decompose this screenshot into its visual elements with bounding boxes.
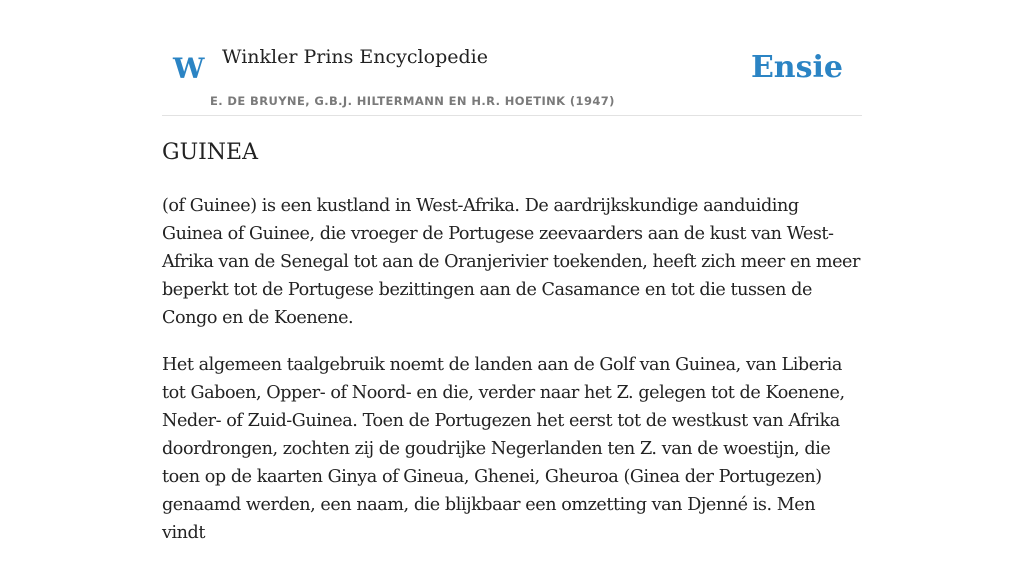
brand-logo[interactable]: Ensie — [750, 50, 843, 85]
publication-authors: E. DE BRUYNE, G.B.J. HILTERMANN EN H.R. HOETINK (1947) — [210, 94, 615, 108]
article-title: GUINEA — [162, 140, 259, 165]
publication-logo[interactable]: W — [173, 52, 205, 85]
article-paragraph: Het algemeen taalgebruik noemt de landen aan de Golf van Guinea, van Liberia tot Gaboen, Opper- of Noord- en die, verder naar het Z. gelegen tot de Koenene, Neder- of Zuid-Guinea. Toen de Portugezen het eerst tot de westkust van Afrika doordrongen, zochten zij de goudrijke Negerlanden ten Z. van de woestijn, die toen op de kaarten Ginya of Gineua, Ghenei, Gheuroa (Ginea der Portugezen) genaamd werden, een naam, die blijkbaar een omzetting van Djenné is. Men vindt — [162, 355, 845, 543]
article-body — [162, 192, 862, 566]
publication-title[interactable]: Winkler Prins Encyclopedie — [222, 46, 488, 68]
site-header — [162, 40, 862, 116]
article-paragraph: (of Guinee) is een kustland in West-Afrika. De aardrijkskundige aanduiding Guinea of Guinee, die vroeger de Portugese zeevaarders aan de kust van West-Afrika van de Senegal tot aan de Oranjerivier toekenden, heeft zich meer en meer beperkt tot de Portugese bezittingen aan de Casamance en tot die tussen de Congo en de Koenene. — [162, 196, 860, 328]
